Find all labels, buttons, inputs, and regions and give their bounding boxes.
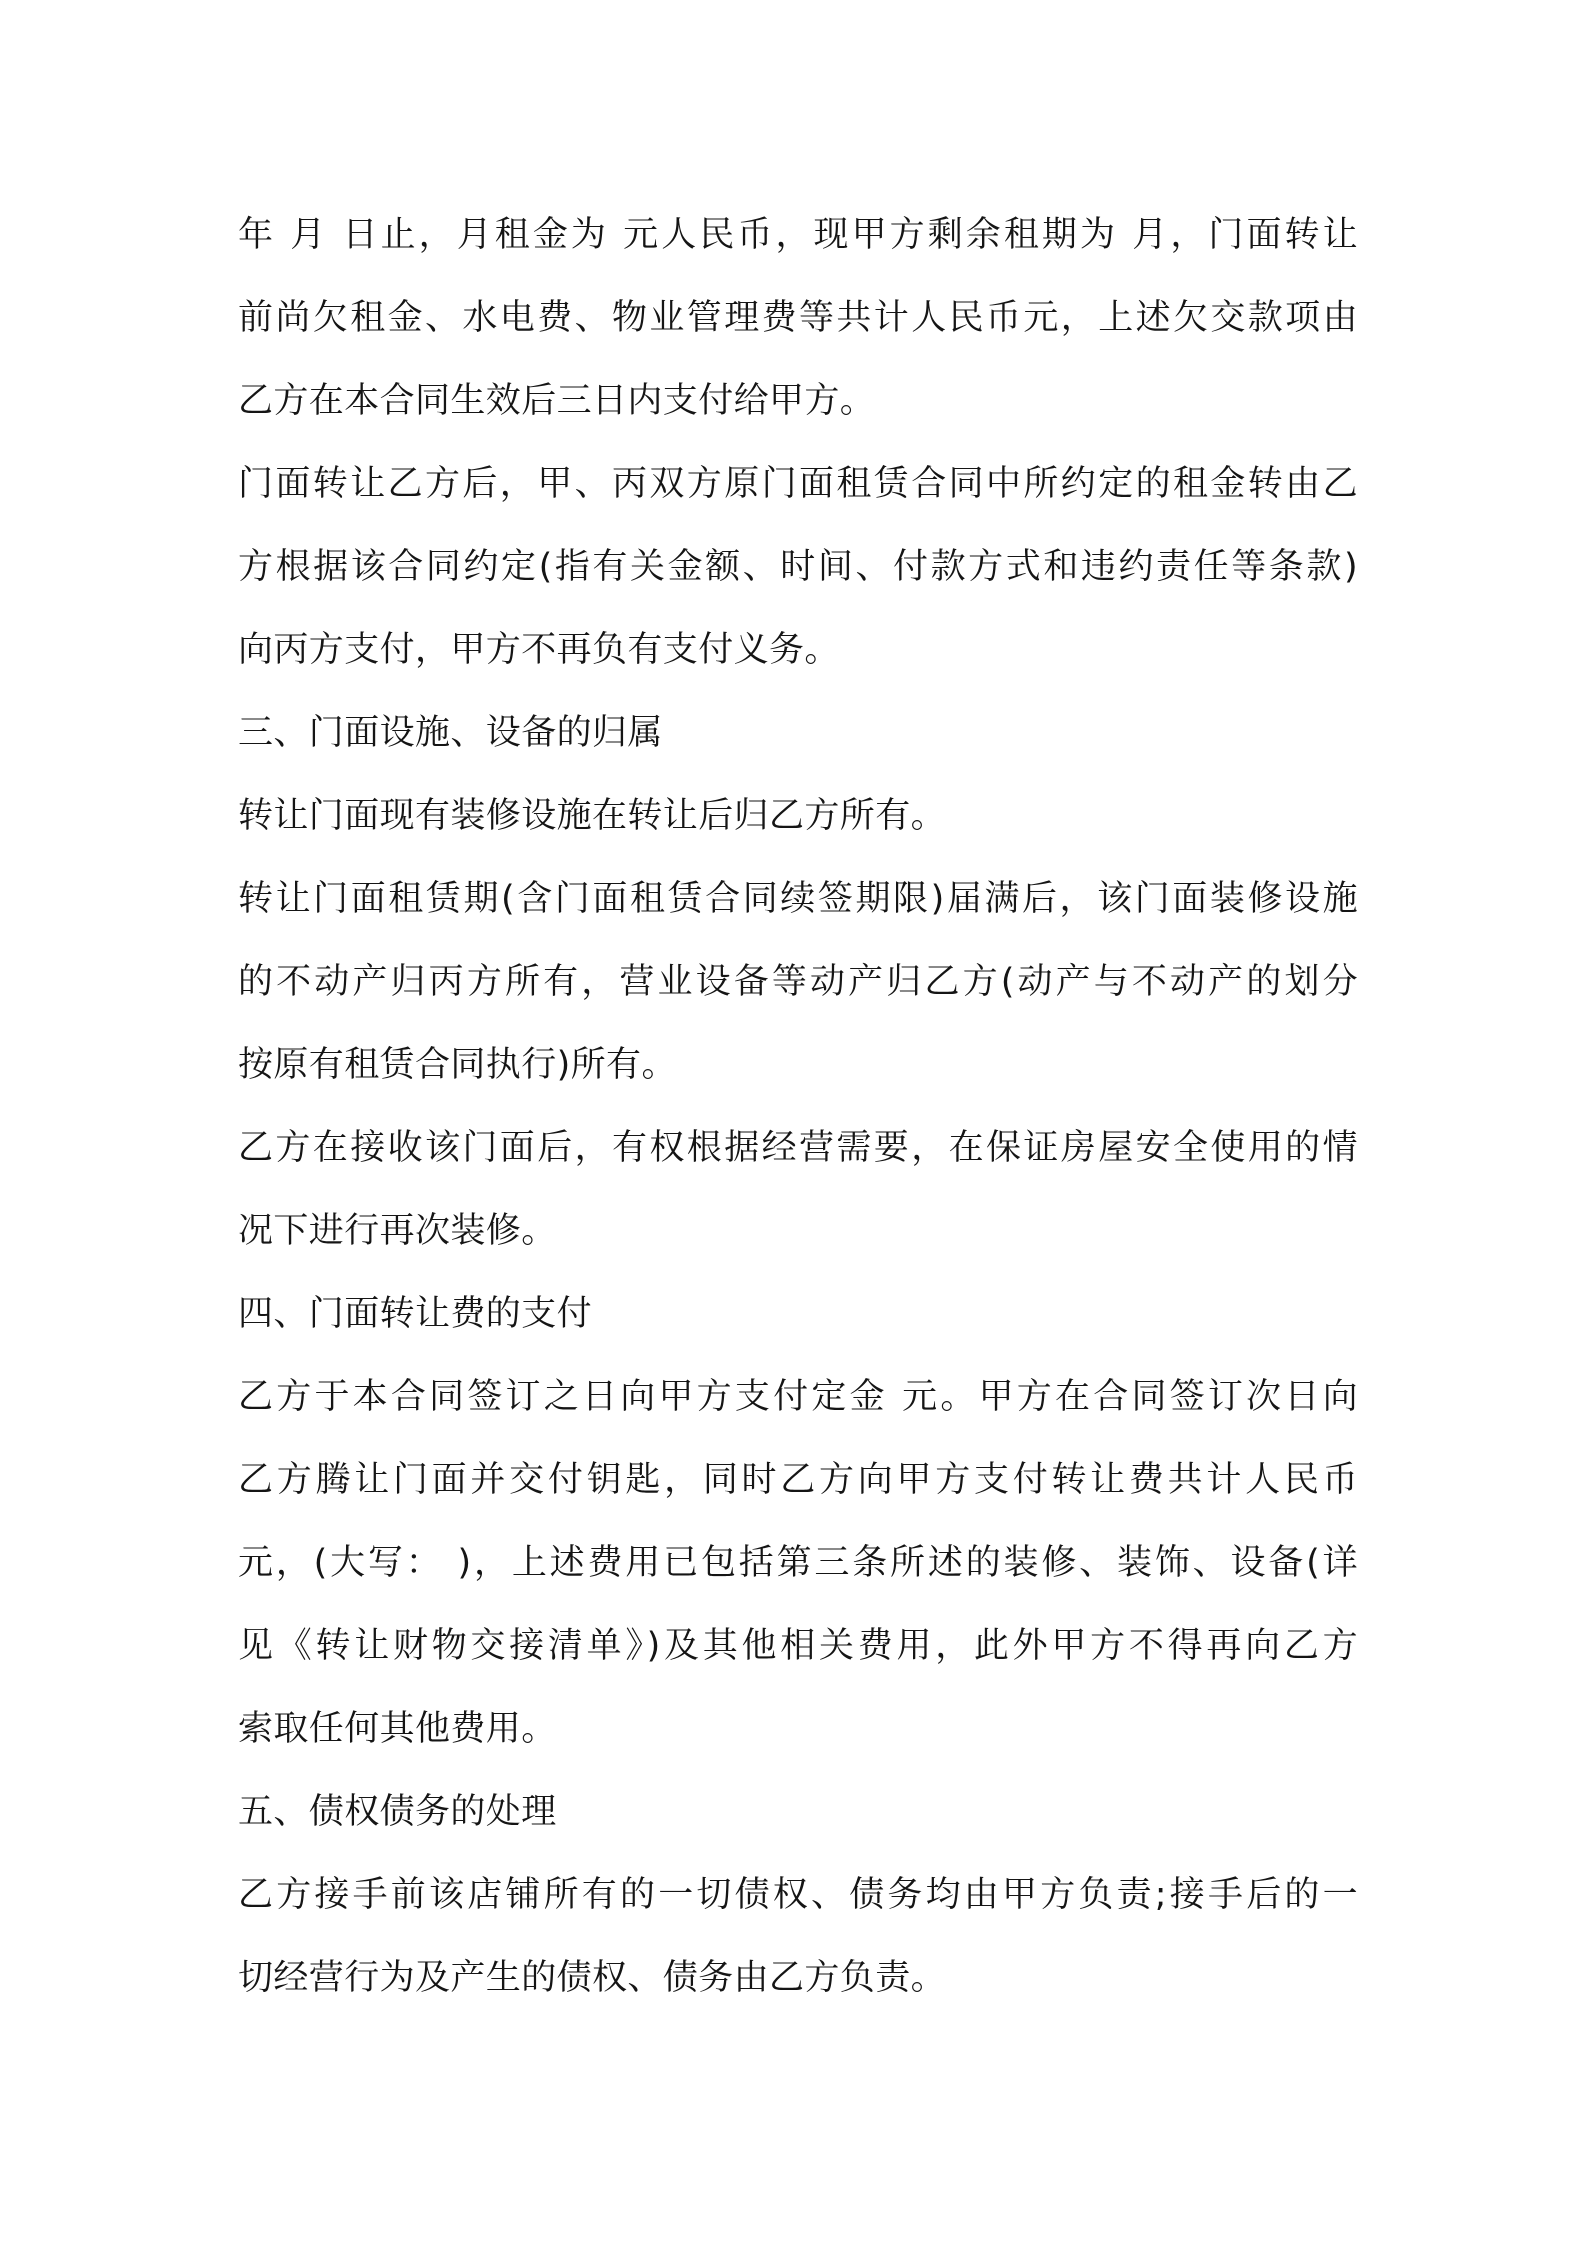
paragraph-debts	[238, 1854, 1358, 2020]
text-line: 乙方在本合同生效后三日内支付给甲方。	[238, 381, 876, 421]
text-line: 转让门面现有装修设施在转让后归乙方所有。	[238, 796, 947, 836]
text-line: 乙方腾让门面并交付钥匙，同时乙方向甲方支付转让费共计人民币	[238, 1460, 1358, 1500]
text-line: 元，(大写： )，上述费用已包括第三条所述的装修、装饰、设备(详	[238, 1543, 1358, 1583]
text-line: 向丙方支付，甲方不再负有支付义务。	[238, 630, 840, 670]
paragraph-transfer-fee	[238, 1356, 1358, 1771]
text-line: 切经营行为及产生的债权、债务由乙方负责。	[238, 1958, 947, 1998]
section-heading-3	[238, 692, 1358, 775]
text-line: 乙方于本合同签订之日向甲方支付定金 元。甲方在合同签订次日向	[238, 1377, 1358, 1417]
paragraph-lease-expiry	[238, 858, 1358, 1107]
text-line: 转让门面租赁期(含门面租赁合同续签期限)届满后，该门面装修设施	[238, 879, 1358, 919]
section-heading-4	[238, 1273, 1358, 1356]
text-line: 前尚欠租金、水电费、物业管理费等共计人民币元，上述欠交款项由	[238, 298, 1358, 338]
heading-text: 四、门面转让费的支付	[238, 1294, 593, 1334]
heading-text: 五、债权债务的处理	[238, 1792, 557, 1832]
text-line: 年 月 日止，月租金为 元人民币，现甲方剩余租期为 月，门面转让	[238, 215, 1358, 255]
paragraph-re-renovation	[238, 1107, 1358, 1273]
text-line: 况下进行再次装修。	[238, 1211, 557, 1251]
paragraph-rent-arrears	[238, 194, 1358, 443]
text-line: 的不动产归丙方所有，营业设备等动产归乙方(动产与不动产的划分	[238, 962, 1358, 1002]
heading-text: 三、门面设施、设备的归属	[238, 713, 663, 753]
text-line: 索取任何其他费用。	[238, 1709, 557, 1749]
paragraph-rent-transfer	[238, 443, 1358, 692]
text-line: 乙方在接收该门面后，有权根据经营需要，在保证房屋安全使用的情	[238, 1128, 1358, 1168]
text-line: 见《转让财物交接清单》)及其他相关费用，此外甲方不得再向乙方	[238, 1626, 1358, 1666]
text-line: 门面转让乙方后，甲、丙双方原门面租赁合同中所约定的租金转由乙	[238, 464, 1358, 504]
text-line: 乙方接手前该店铺所有的一切债权、债务均由甲方负责;接手后的一	[238, 1875, 1358, 1915]
paragraph-renovation-ownership	[238, 775, 1358, 858]
document-body	[238, 194, 1358, 2020]
section-heading-5	[238, 1771, 1358, 1854]
text-line: 按原有租赁合同执行)所有。	[238, 1045, 677, 1085]
text-line: 方根据该合同约定(指有关金额、时间、付款方式和违约责任等条款)	[238, 547, 1358, 587]
